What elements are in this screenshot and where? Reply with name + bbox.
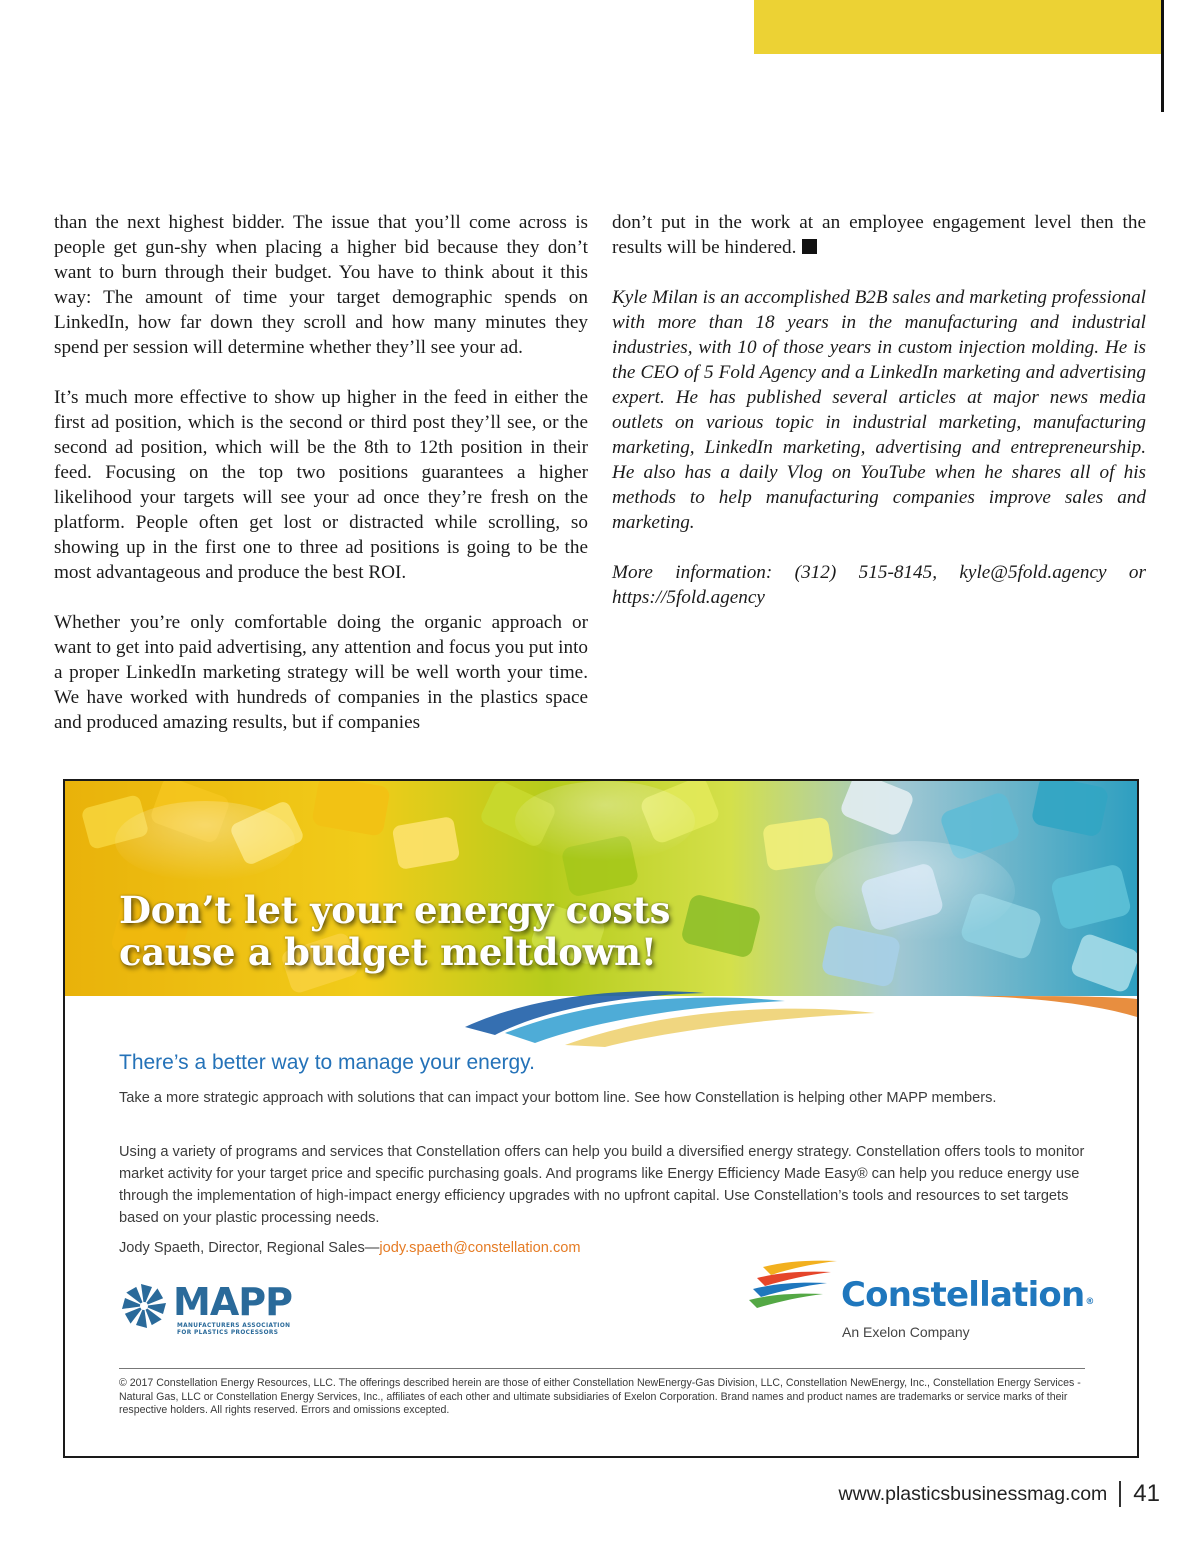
- mapp-tagline-2: FOR PLASTICS PROCESSORS: [177, 1330, 279, 1336]
- constellation-swoosh-icon: [749, 1259, 839, 1309]
- ad-paragraph: Using a variety of programs and services that Constellation offers can help you build a diversified energy strategy. Constellation offers tools to monitor market activity for your target price and specific purchasing goals. And programs like Energy Efficiency Made Easy® can help you reduce energy use through the implementation of high-impact energy efficiency upgrades with no upfront capital. Use Constellation’s tools and resources to set targets based on your plastic processing needs.: [119, 1144, 1085, 1226]
- ad-headline-line2: cause a budget meltdown!: [119, 930, 657, 974]
- registered-mark: ®: [1085, 1297, 1094, 1307]
- constellation-name: Constellation: [841, 1275, 1085, 1315]
- mapp-pinwheel-icon: [119, 1281, 169, 1331]
- mapp-logo[interactable]: [119, 1281, 319, 1337]
- constellation-wordmark: [841, 1275, 1094, 1315]
- ad-contact-email-link[interactable]: jody.spaeth@constellation.com: [379, 1240, 581, 1256]
- footer-divider: [1119, 1481, 1121, 1507]
- article-paragraph: It’s much more effective to show up higher in the feed in either the first ad position, which is the second or third post they’ll see, or the second ad position, which will be the 8th to 12th position in their feed. Focusing on the top two positions guarantees a higher likelihood your targets will see your ad once they’re fresh on the platform. People often get lost or distracted while scrolling, so showing up in the first one to three ad positions is going to be the most advantageous and produce the best ROI.: [54, 387, 588, 583]
- ad-headline-line1: Don’t let your energy costs: [119, 888, 671, 932]
- author-bio: Kyle Milan is an accomplished B2B sales and marketing professional with more than 18 years in the manufacturing and industrial industries, with 10 of those years in custom injection molding. He is the CEO of 5 Fold Agency and a LinkedIn marketing and advertising expert. He has published several articles at major news media outlets on various topic in industrial marketing, manufacturing marketing, LinkedIn marketing, advertising and entrepreneurship. He also has a daily Vlog on YouTube when he shares all of his methods to help manufacturing companies improve sales and marketing.: [612, 287, 1146, 533]
- ad-swoosh-decoration: [65, 987, 1137, 1047]
- mapp-tagline-1: MANUFACTURERS ASSOCIATION: [177, 1323, 291, 1329]
- end-of-article-square-icon: [802, 239, 817, 254]
- constellation-tagline: An Exelon Company: [842, 1324, 970, 1340]
- ad-headline: [119, 889, 670, 973]
- page-number: 41: [1133, 1480, 1160, 1507]
- constellation-logo[interactable]: [749, 1259, 1109, 1349]
- article-paragraph: Whether you’re only comfortable doing the organic approach or want to get into paid advertising, any attention and focus you put into a proper LinkedIn marketing strategy will be well worth your time. We have worked with hundreds of companies in the plastics space and produced amazing results, but if companies: [54, 612, 588, 733]
- ad-subheadline: There’s a better way to manage your energy.: [119, 1051, 535, 1074]
- author-contact-info: More information: (312) 515-8145, kyle@5fold.agency or https://5fold.agency: [612, 562, 1146, 608]
- page-footer: [839, 1480, 1160, 1508]
- constellation-advertisement[interactable]: [63, 779, 1139, 1458]
- ad-contact-line: [119, 1237, 1089, 1259]
- article-right-column: [612, 210, 1146, 610]
- header-yellow-tab: [754, 0, 1162, 54]
- ad-legal-disclaimer: © 2017 Constellation Energy Resources, LLC. The offerings described herein are those of either Constellation NewEnergy-Gas Division, LLC, Constellation NewEnergy, Inc., Constellation Energy Services - Natural Gas, LLC or Constellation Energy Services, Inc., affiliates of each other and ultimate subsidiaries of Exelon Corporation. Brand names and product names are trademarks or service marks of their respective holders. All rights reserved. Errors and omissions excepted.: [119, 1377, 1081, 1417]
- article-closing-paragraph: [612, 210, 1146, 260]
- article-left-column: [54, 210, 588, 735]
- article-closing-text: don’t put in the work at an employee engagement level then the results will be hindered.: [612, 212, 1146, 258]
- ad-paragraph: Take a more strategic approach with solutions that can impact your bottom line. See how Constellation is helping other MAPP members.: [119, 1090, 997, 1106]
- article-paragraph: than the next highest bidder. The issue that you’ll come across is people get gun-shy when placing a higher bid because they don’t want to burn through their budget. You have to think about it this way: The amount of time your target demographic spends on LinkedIn, how far down they scroll and how many minutes they spend per session will determine whether they’ll see your ad.: [54, 212, 588, 358]
- header-vertical-rule: [1161, 0, 1164, 112]
- mapp-wordmark: MAPP: [173, 1280, 292, 1324]
- ad-contact-name: Jody Spaeth, Director, Regional Sales—: [119, 1240, 380, 1256]
- ad-divider: [119, 1368, 1085, 1369]
- footer-url[interactable]: www.plasticsbusinessmag.com: [838, 1482, 1108, 1505]
